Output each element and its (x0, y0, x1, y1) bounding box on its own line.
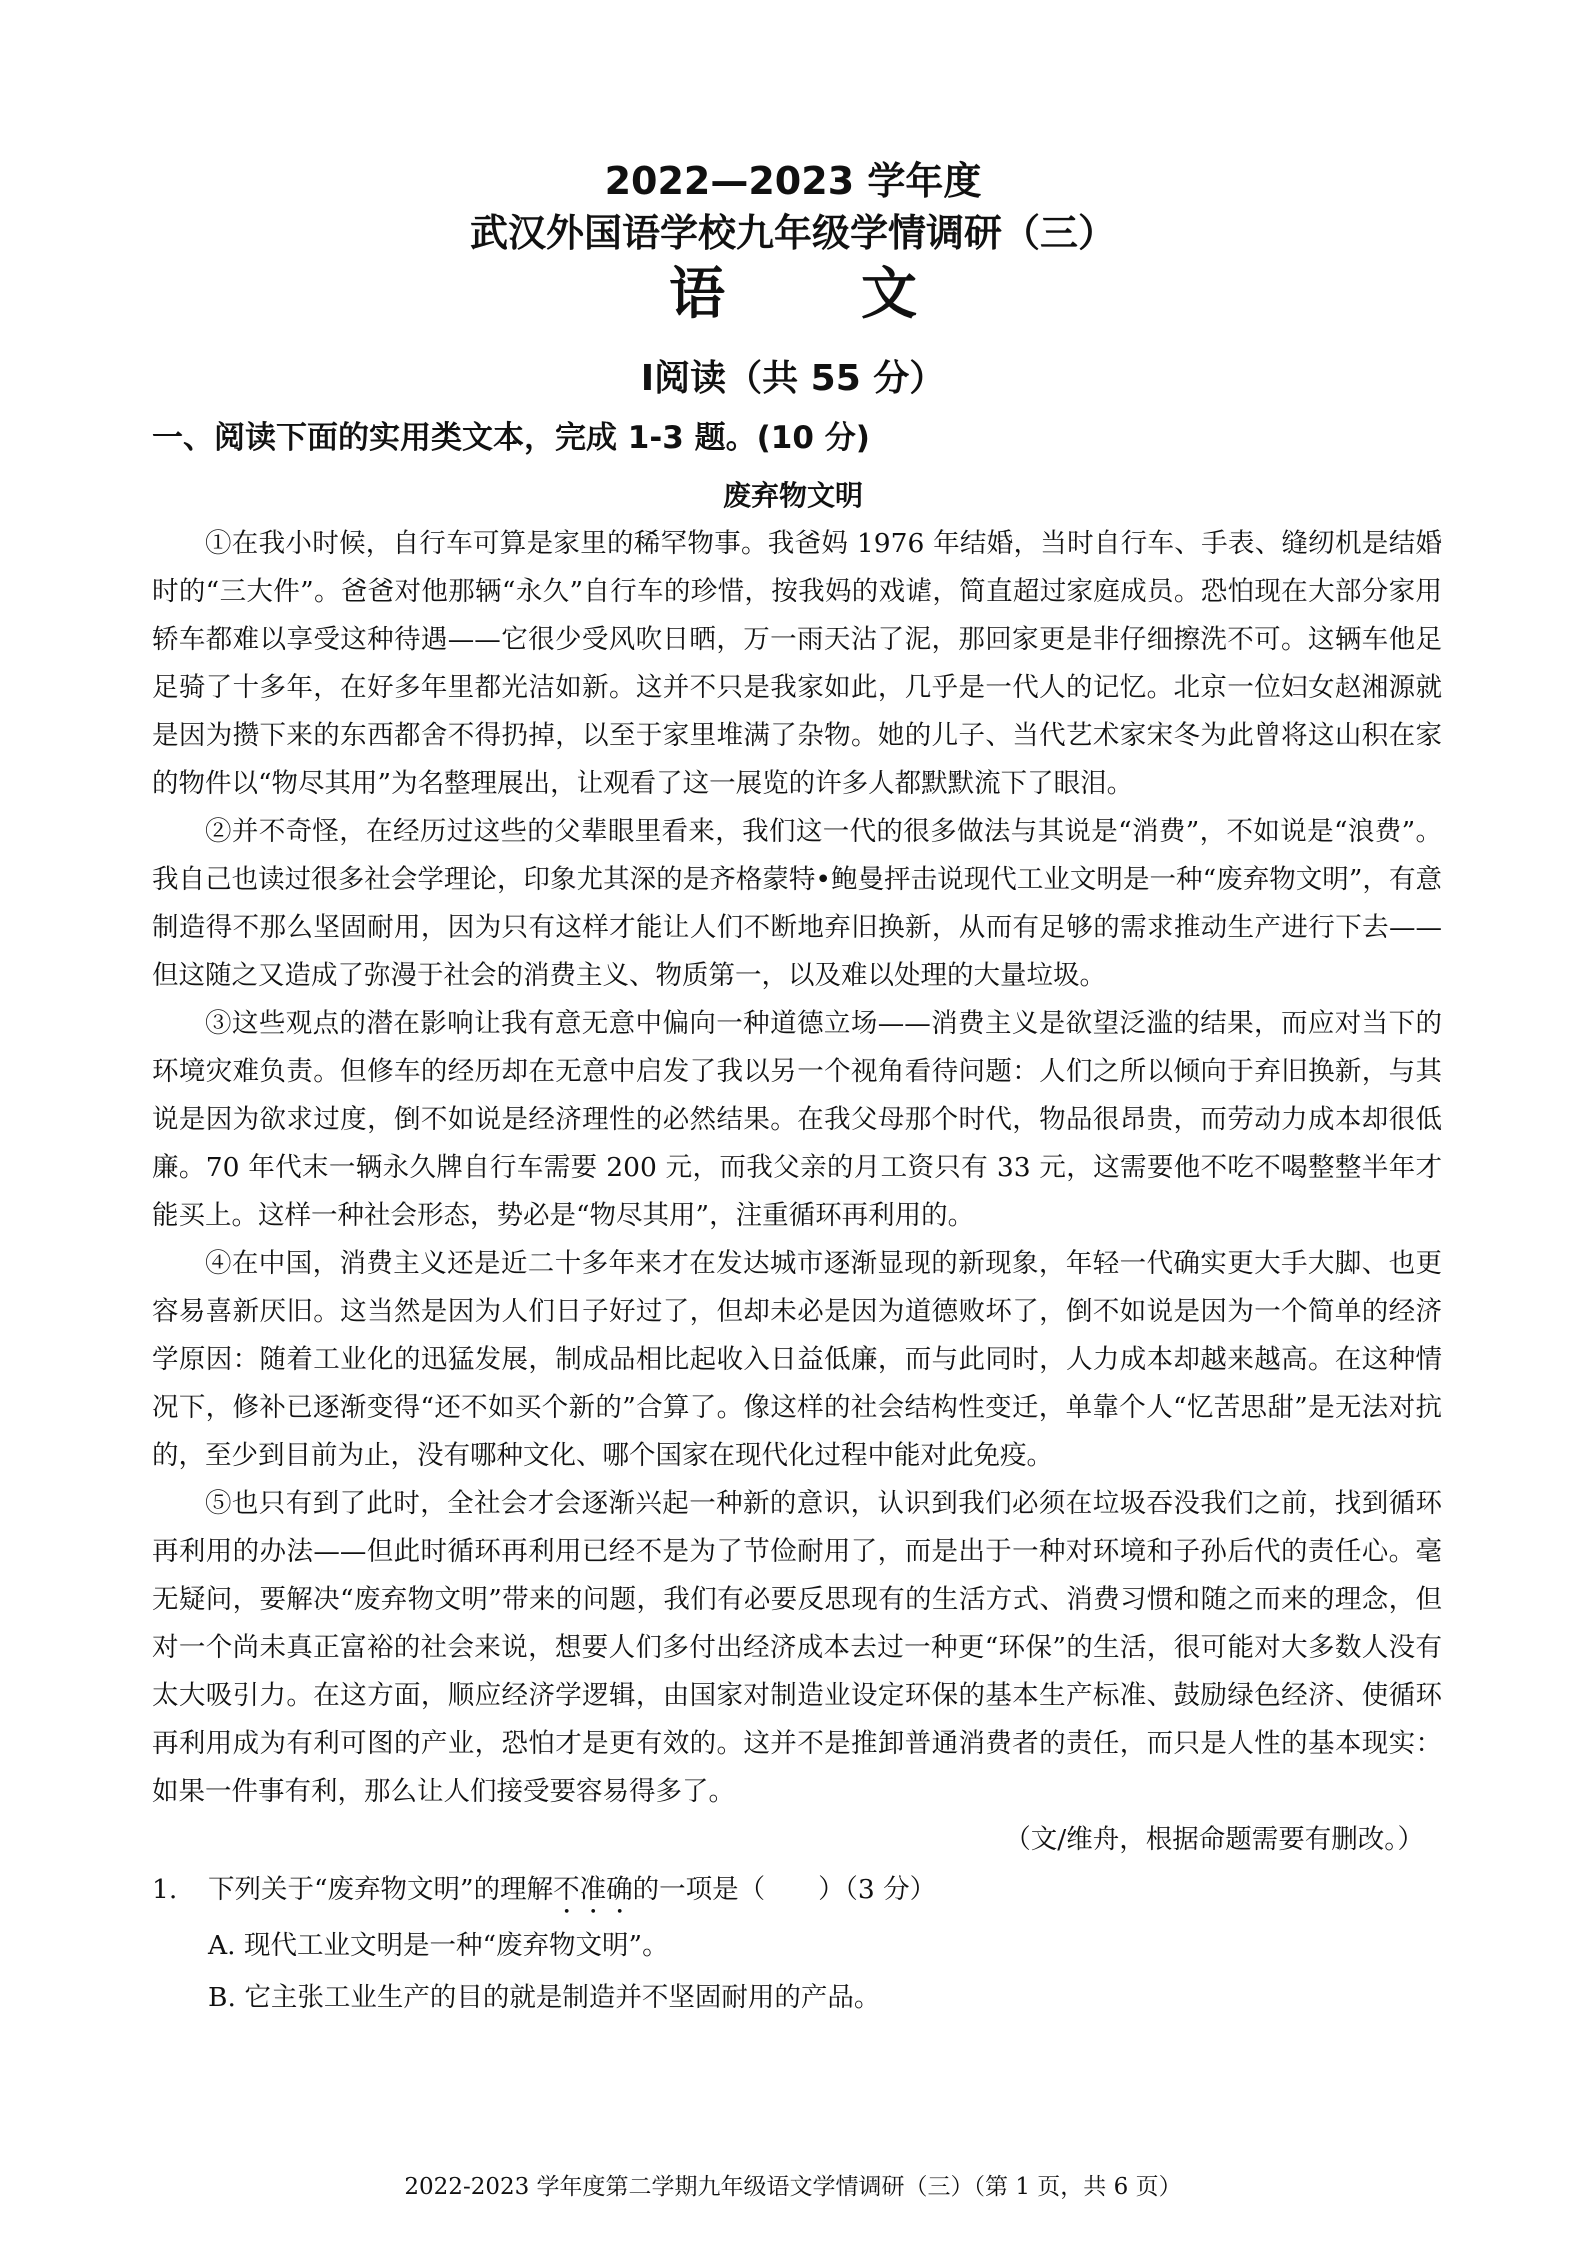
section-title: 一、阅读下面的实用类文本，完成 1-3 题。(10 分) (152, 420, 870, 456)
article-paragraph-2: ②并不奇怪，在经历过这些的父辈眼里看来，我们这一代的很多做法与其说是“消费”，不如说是“浪费”。我自己也读过很多社会学理论，印象尤其深的是齐格蒙特•鲍曼抨击说现代工业文明是一种“废弃物文明”，有意制造得不那么坚固耐用，因为只有这样才能让人们不断地弃旧换新，从而有足够的需求推动生产进行下去——但这随之又造成了弥漫于社会的消费主义、物质第一，以及难以处理的大量垃圾。 (152, 816, 1442, 991)
article-body (152, 520, 1442, 2024)
question-1-option-b: B. 它主张工业生产的目的就是制造并不坚固耐用的产品。 (208, 1982, 881, 2013)
question-1-number: 1. (152, 1874, 178, 1905)
question-1-stem-before: 下列关于“废弃物文明”的理解 (208, 1874, 554, 1905)
article-paragraph-4: ④在中国，消费主义还是近二十多年来才在发达城市逐渐显现的新现象，年轻一代确实更大手大脚、也更容易喜新厌旧。这当然是因为人们日子好过了，但却未必是因为道德败坏了，倒不如说是因为一个简单的经济学原因：随着工业化的迅猛发展，制成品相比起收入日益低廉，而与此同时，人力成本却越来越高。在这种情况下，修补已逐渐变得“还不如买个新的”合算了。像这样的社会结构性变迁，单靠个人“忆苦思甜”是无法对抗的，至少到目前为止，没有哪种文化、哪个国家在现代化过程中能对此免疫。 (152, 1248, 1442, 1471)
part-title: Ⅰ阅读（共 55 分） (640, 358, 946, 399)
article-title: 废弃物文明 (722, 479, 863, 512)
article-paragraph-5: ⑤也只有到了此时，全社会才会逐渐兴起一种新的意识，认识到我们必须在垃圾吞没我们之前，找到循环再利用的办法——但此时循环再利用已经不是为了节俭耐用了，而是出于一种对环境和子孙后代的责任心。毫无疑问，要解决“废弃物文明”带来的问题，我们有必要反思现有的生活方式、消费习惯和随之而来的理念，但对一个尚未真正富裕的社会来说，想要人们多付出经济成本去过一种更“环保”的生活，很可能对大多数人没有太大吸引力。在这方面，顺应经济学逻辑，由国家对制造业设定环保的基本生产标准、鼓励绿色经济、使循环再利用成为有利可图的产业，恐怕才是更有效的。这并不是推卸普通消费者的责任，而只是人性的基本现实：如果一件事有利，那么让人们接受要容易得多了。 (152, 1488, 1442, 1807)
question-1-option-a: A. 现代工业文明是一种“废弃物文明”。 (208, 1930, 669, 1961)
question-1-emphasis: 不准确 (553, 1874, 633, 1905)
exam-school-title: 武汉外国语学校九年级学情调研（三） (469, 211, 1116, 255)
question-1-stem-after: 的一项是（ ）（3 分） (632, 1874, 937, 1905)
question-1 (152, 1864, 1442, 1920)
article-source: （文/维舟，根据命题需要有删改。） (1004, 1824, 1424, 1855)
exam-subject-title: 语 文 (669, 262, 957, 327)
exam-year-title: 2022—2023 学年度 (604, 159, 982, 203)
article-paragraph-3: ③这些观点的潜在影响让我有意无意中偏向一种道德立场——消费主义是欲望泛滥的结果，而应对当下的环境灾难负责。但修车的经历却在无意中启发了我以另一个视角看待问题：人们之所以倾向于弃旧换新，与其说是因为欲求过度，倒不如说是经济理性的必然结果。在我父母那个时代，物品很昂贵，而劳动力成本却很低廉。70 年代末一辆永久牌自行车需要 200 元，而我父亲的月工资只有 33 元，这需要他不吃不喝整整半年才能买上。这样一种社会形态，势必是“物尽其用”，注重循环再利用的。 (152, 1008, 1442, 1231)
article-paragraph-1: ①在我小时候，自行车可算是家里的稀罕物事。我爸妈 1976 年结婚，当时自行车、手表、缝纫机是结婚时的“三大件”。爸爸对他那辆“永久”自行车的珍惜，按我妈的戏谑，简直超过家庭成员。恐怕现在大部分家用轿车都难以享受这种待遇——它很少受风吹日晒，万一雨天沾了泥，那回家更是非仔细擦洗不可。这辆车他足足骑了十多年，在好多年里都光洁如新。这并不只是我家如此，几乎是一代人的记忆。北京一位妇女赵湘源就是因为攒下来的东西都舍不得扔掉，以至于家里堆满了杂物。她的儿子、当代艺术家宋冬为此曾将这山积在家的物件以“物尽其用”为名整理展出，让观看了这一展览的许多人都默默流下了眼泪。 (152, 528, 1442, 799)
page-footer: 2022-2023 学年度第二学期九年级语文学情调研（三）（第 1 页，共 6 页） (404, 2174, 1182, 2200)
